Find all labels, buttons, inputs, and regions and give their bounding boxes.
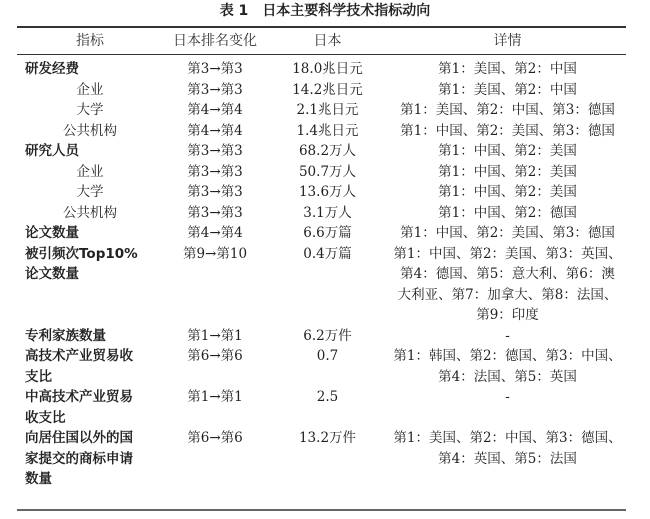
indicator-cell-line: 大学 [76,184,104,200]
indicator-cell-line: 专利家族数量 [25,327,106,344]
details-cell-line: 第1：中国、第2：美国 [438,163,577,180]
indicator-cell [25,141,165,162]
japan-value-cell-line: 1.4兆日元 [296,122,359,139]
details-cell-line: 第1：中国、第2：美国 [438,143,577,159]
japan-value-cell [270,387,385,408]
indicator-cell-line: 被引频次Top10% [25,245,138,262]
japan-value-cell-line: 0.4万篇 [303,245,352,262]
header-rank-change: 日本排名变化 [173,33,257,49]
japan-value-cell [270,100,385,121]
details-cell-line: 第1：中国、第2：美国、第3：德国 [400,225,615,241]
rank-change-cell-line: 第3→第3 [187,61,243,77]
japan-value-cell [270,223,385,244]
rank-change-cell [160,203,270,224]
rank-change-cell [160,387,270,408]
rank-change-cell [160,326,270,347]
details-cell [390,346,625,387]
indicator-cell-line: 家提交的商标申请 [25,450,133,467]
rank-change-cell-line: 第4→第4 [187,225,243,241]
rank-change-cell [160,428,270,449]
indicator-cell-line: 向居住国以外的国 [25,430,133,446]
details-cell-line: 第4：德国、第5：意大利、第6：澳 [400,266,615,282]
top-rule [17,26,626,28]
table-title: 日本主要科学技术指标动向 [262,3,431,19]
japan-value-cell-line: 2.1兆日元 [296,102,359,118]
indicator-cell [20,80,160,101]
table-row [0,80,650,101]
table-row [0,59,650,80]
header-japan: 日本 [313,33,342,49]
details-cell-line: 第1：中国、第2：美国 [438,184,577,200]
rank-change-cell-line: 第1→第1 [187,327,243,344]
table-row [0,387,650,428]
details-cell-line: 大利亚、第7：加拿大、第8：法国、 [397,286,618,303]
details-cell-line: 第1：中国、第2：美国、第3：德国 [400,122,615,139]
details-cell [390,121,625,142]
rank-change-cell [160,100,270,121]
japan-value-cell [270,141,385,162]
bottom-rule [17,509,626,511]
japan-value-cell [270,346,385,367]
indicator-cell [25,244,165,285]
indicator-cell-line: 企业 [76,163,104,180]
table-row [0,244,650,326]
japan-value-cell [270,121,385,142]
table-header [0,30,650,52]
japan-value-cell-line: 13.2万件 [298,430,357,446]
details-cell [390,100,625,121]
rank-change-cell [160,182,270,203]
details-cell [390,182,625,203]
table-caption [0,1,650,21]
indicator-cell [20,203,160,224]
rank-change-cell [160,223,270,244]
indicator-cell [20,121,160,142]
indicator-cell [20,182,160,203]
details-cell-line: 第4：英国、第5：法国 [438,450,577,467]
indicator-cell [25,387,165,428]
japan-value-cell [270,59,385,80]
indicator-cell-line: 研发经费 [25,61,79,77]
japan-value-cell-line: 6.2万件 [303,327,352,344]
table-row [0,182,650,203]
details-cell-line: 第9：印度 [476,307,539,323]
rank-change-cell [160,244,270,265]
header-details: 详情 [493,33,522,49]
japan-value-cell-line: 14.2兆日元 [292,81,363,98]
indicator-cell-line: 大学 [76,102,104,118]
table-row [0,121,650,142]
japan-value-cell-line: 3.1万人 [303,204,352,221]
header-indicator: 指标 [76,33,104,49]
details-cell-line: - [505,327,510,344]
indicator-cell-line: 论文数量 [25,225,79,241]
indicator-cell [25,326,165,347]
details-cell-line: - [505,389,510,405]
details-cell [390,326,625,347]
details-cell [390,59,625,80]
rank-change-cell-line: 第3→第3 [187,143,243,159]
rank-change-cell-line: 第3→第3 [187,184,243,200]
rank-change-cell-line: 第6→第6 [187,348,243,364]
details-cell-line: 第1：美国、第2：中国 [438,81,577,98]
japan-value-cell [270,162,385,183]
japan-value-cell [270,80,385,101]
indicator-cell-line: 数量 [25,471,52,487]
japan-value-cell-line: 50.7万人 [298,163,357,180]
japan-value-cell-line: 13.6万人 [298,184,357,200]
japan-value-cell-line: 0.7 [316,348,339,364]
details-cell-line: 第1：美国、第2：中国、第3：德国 [400,102,615,118]
indicator-cell-line: 中高技术产业贸易 [25,389,133,405]
table-row [0,203,650,224]
details-cell-line: 第1：美国、第2：中国、第3：德国、 [393,430,622,446]
rank-change-cell-line: 第4→第4 [187,122,243,139]
rank-change-cell-line: 第3→第3 [187,81,243,98]
rank-change-cell-line: 第1→第1 [187,389,243,405]
indicator-cell [25,428,165,490]
indicator-cell-line: 企业 [76,81,104,98]
indicator-cell-line: 收支比 [25,409,66,426]
indicator-cell-line: 研究人员 [25,143,79,159]
indicator-cell-line: 高技术产业贸易收 [25,348,133,364]
details-cell-line: 第1：中国、第2：德国 [438,204,577,221]
japan-value-cell-line: 6.6万篇 [303,225,352,241]
indicator-cell [25,223,165,244]
indicator-cell [20,100,160,121]
details-cell-line: 第1：美国、第2：中国 [438,61,577,77]
rank-change-cell [160,80,270,101]
details-cell [390,141,625,162]
rank-change-cell [160,59,270,80]
rank-change-cell [160,141,270,162]
table-row [0,141,650,162]
indicator-cell [25,59,165,80]
table-body [0,59,650,490]
table-row [0,162,650,183]
details-cell-line: 第1：韩国、第2：德国、第3：中国、 [393,348,622,364]
japan-value-cell [270,182,385,203]
rank-change-cell [160,162,270,183]
indicator-cell-line: 公共机构 [63,204,117,221]
details-cell-line: 第1：中国、第2：美国、第3：英国、 [393,245,622,262]
table-row [0,428,650,490]
table-number: 表 1 [219,3,249,19]
rank-change-cell-line: 第3→第3 [187,204,243,221]
header-rule [17,54,626,55]
rank-change-cell [160,121,270,142]
details-cell [390,80,625,101]
details-cell [390,428,625,469]
indicator-cell [25,346,165,387]
rank-change-cell-line: 第4→第4 [187,102,243,118]
table-row [0,100,650,121]
japan-value-cell [270,203,385,224]
japan-value-cell-line: 68.2万人 [298,143,357,159]
details-cell-line: 第4：法国、第5：英国 [438,368,577,385]
japan-value-cell [270,244,385,265]
details-cell [390,244,625,326]
table-row [0,223,650,244]
indicator-cell [20,162,160,183]
rank-change-cell-line: 第3→第3 [187,163,243,180]
table-row [0,346,650,387]
japan-value-cell-line: 18.0兆日元 [292,61,363,77]
rank-change-cell [160,346,270,367]
rank-change-cell-line: 第6→第6 [187,430,243,446]
table-row [0,326,650,347]
rank-change-cell-line: 第9→第10 [182,245,248,262]
japan-value-cell [270,428,385,449]
details-cell [390,162,625,183]
details-cell [390,203,625,224]
details-cell [390,223,625,244]
indicator-cell-line: 支比 [25,368,52,385]
japan-value-cell [270,326,385,347]
japan-value-cell-line: 2.5 [316,389,339,405]
indicator-cell-line: 论文数量 [25,266,79,282]
details-cell [390,387,625,408]
indicator-cell-line: 公共机构 [63,122,117,139]
